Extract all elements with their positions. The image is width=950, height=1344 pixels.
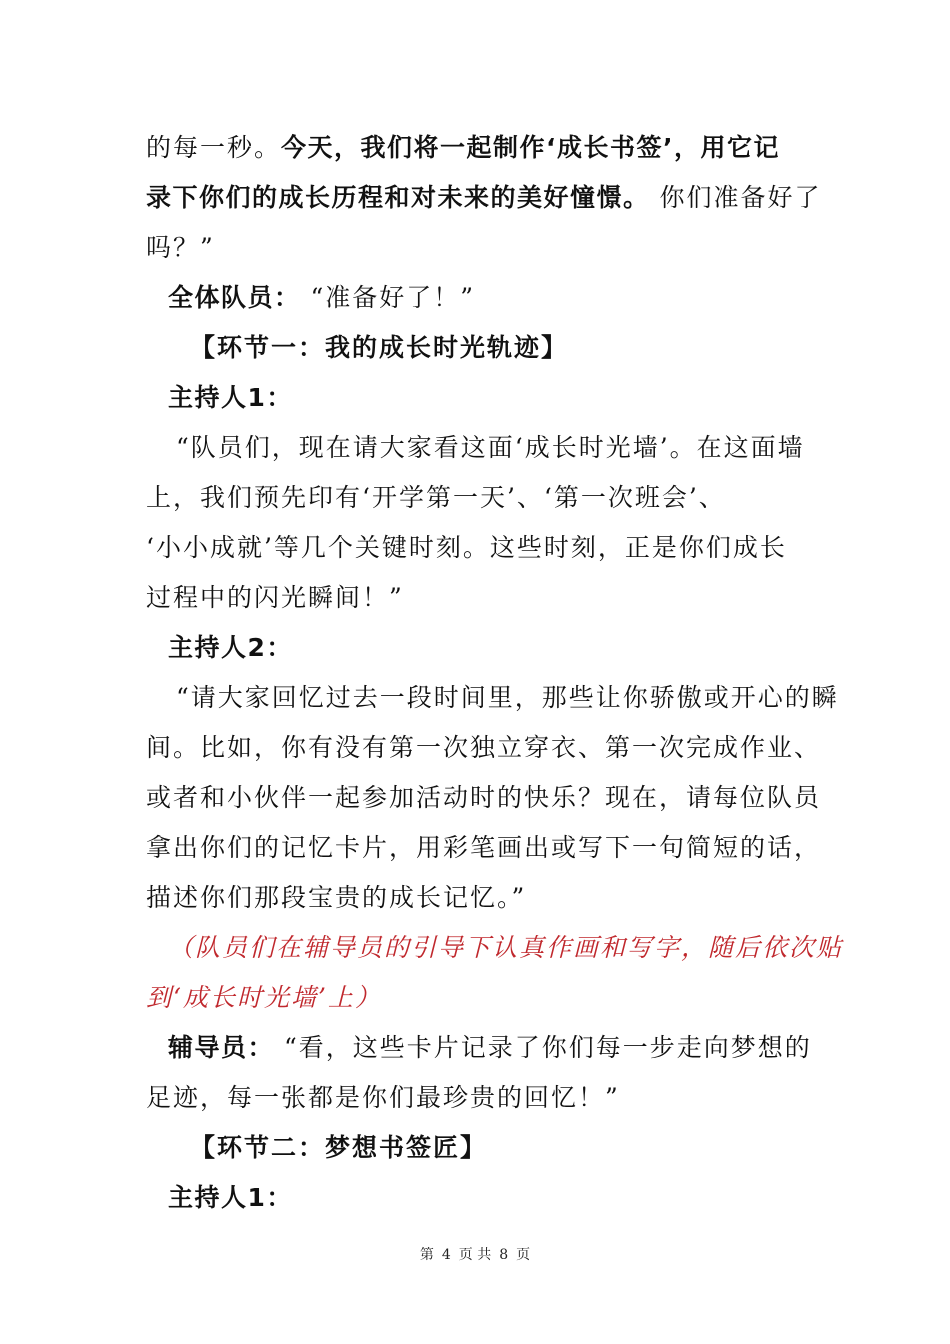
- speaker-label: 主持人2：: [168, 633, 293, 662]
- speaker-label: 主持人1：: [168, 383, 293, 412]
- dialogue-line: 拿出你们的记忆卡片，用彩笔画出或写下一句简短的话，: [146, 833, 822, 862]
- page-footer: [0, 1244, 950, 1264]
- paragraph-line: [146, 131, 826, 165]
- stage-direction: 到‘成长时光墙’上）: [146, 983, 382, 1012]
- footer-prefix: 第: [419, 1247, 434, 1263]
- dialogue-line: “请大家回忆过去一段时间里，那些让你骄傲或开心的瞬: [176, 683, 839, 712]
- page-number: 4: [441, 1247, 451, 1263]
- speaker-label: 全体队员：: [168, 283, 301, 312]
- dialogue-line: 足迹，每一张都是你们最珍贵的回忆！”: [146, 1083, 620, 1112]
- section-heading: 【环节二：梦想书签匠】: [190, 1133, 488, 1162]
- dialogue-line: ‘小小成就’等几个关键时刻。这些时刻，正是你们成长: [146, 533, 787, 562]
- dialogue-line: 描述你们那段宝贵的成长记忆。”: [146, 883, 527, 912]
- text-run: 你们准备好了: [649, 183, 822, 212]
- dialogue-line: “队员们，现在请大家看这面‘成长时光墙’。在这面墙: [176, 433, 805, 462]
- stage-direction: （队员们在辅导员的引导下认真作画和写字，随后依次贴: [168, 933, 844, 962]
- footer-mid: 页 共: [458, 1247, 492, 1263]
- paragraph-line: 吗？”: [146, 233, 215, 262]
- paragraph-line: [146, 181, 826, 215]
- dialogue-line: [168, 281, 848, 315]
- dialogue-line: 或者和小伙伴一起参加活动时的快乐？现在，请每位队员: [146, 783, 822, 812]
- speaker-label: 辅导员：: [168, 1033, 275, 1062]
- dialogue-text: “看，这些卡片记录了你们每一步走向梦想的: [274, 1033, 812, 1062]
- dialogue-line: 间。比如，你有没有第一次独立穿衣、第一次完成作业、: [146, 733, 822, 762]
- bold-text-run: 今天，我们将一起制作‘成长书签’，用它记: [281, 133, 781, 162]
- dialogue-line: [168, 1031, 848, 1065]
- footer-suffix: 页: [516, 1247, 531, 1263]
- text-run: 的每一秒。: [146, 133, 282, 162]
- dialogue-line: 过程中的闪光瞬间！”: [146, 583, 404, 612]
- section-heading: 【环节一：我的成长时光轨迹】: [190, 333, 569, 362]
- dialogue-line: 上，我们预先印有‘开学第一天’、‘第一次班会’、: [146, 483, 726, 512]
- bold-text-run: 录下你们的成长历程和对未来的美好憧憬。: [146, 183, 650, 212]
- dialogue-text: “准备好了！”: [300, 283, 476, 312]
- total-pages: 8: [499, 1247, 509, 1263]
- speaker-label: 主持人1：: [168, 1183, 293, 1212]
